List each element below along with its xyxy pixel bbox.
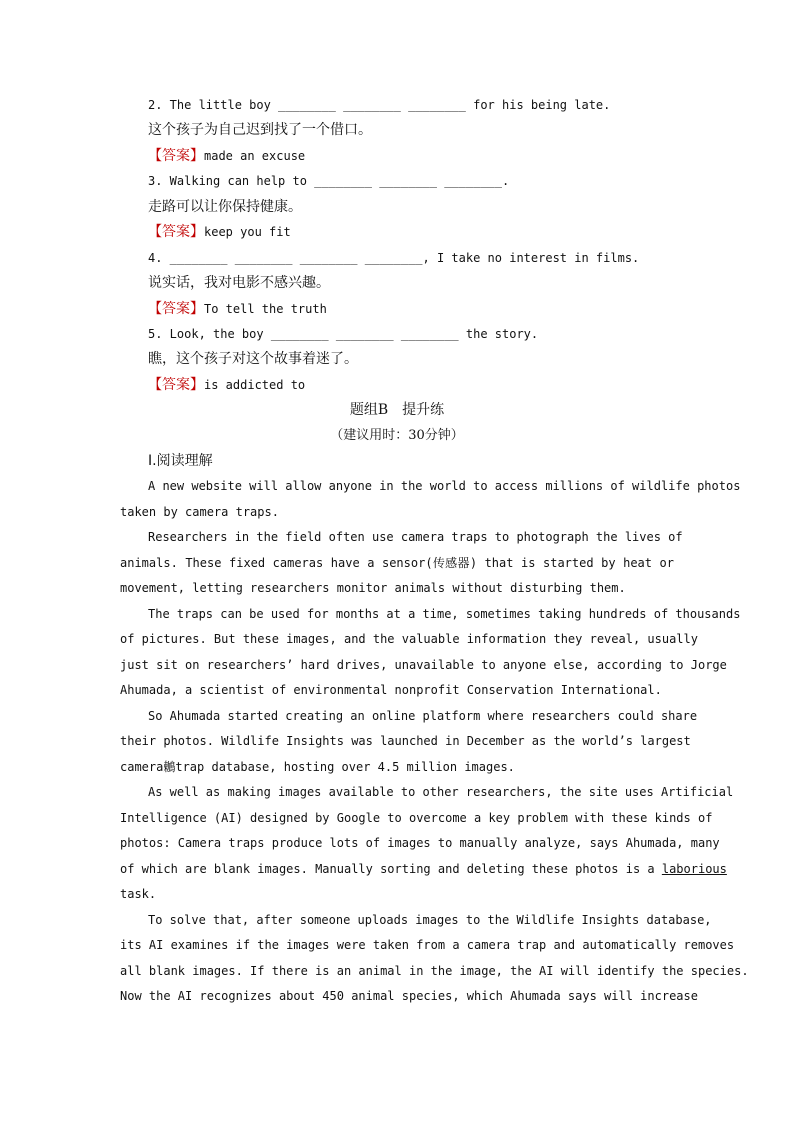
group-subtitle: （建议用时：30分钟） — [330, 428, 464, 443]
passage-line: camera鶒trap database, hosting over 4.5 million images. — [120, 759, 515, 774]
passage-line: Intelligence (AI) designed by Google to overcome a key problem with these kinds of — [120, 810, 713, 825]
answer-text: keep you fit — [204, 225, 291, 239]
group-title: 题组B 提升练 — [349, 402, 445, 418]
exercise-chinese: 说实话，我对电影不感兴趣。 — [148, 275, 330, 291]
exercise-question: 5. Look, the boy ________ ________ ________ the story. — [148, 327, 539, 341]
passage-line: its AI examines if the images were taken from a camera trap and automatically removes — [120, 938, 735, 952]
section-label: Ⅰ.阅读理解 — [148, 453, 213, 469]
passage-line: of pictures. But these images, and the valuable information they reveal, usually — [120, 632, 698, 646]
passage-text: of which are blank images. Manually sorting and deleting these photos is a — [120, 861, 662, 876]
answer-text: is addicted to — [204, 378, 306, 392]
exercise-question: 4. ________ ________ ________ ________, I take no interest in films. — [148, 251, 640, 265]
exercise-answer-line — [148, 300, 678, 318]
exercise-question: 3. Walking can help to ________ ________ ________. — [148, 174, 510, 188]
underlined-word: laborious — [661, 861, 727, 876]
passage-line: To solve that, after someone uploads images to the Wildlife Insights database, — [148, 912, 712, 927]
passage-line: photos: Camera traps produce lots of images to manually analyze, says Ahumada, many — [120, 836, 720, 850]
exercise-chinese: 走路可以让你保持健康。 — [148, 199, 302, 215]
passage — [120, 474, 749, 1010]
answer-tag: 【答案】 — [148, 224, 204, 240]
exercise-answer-line — [148, 147, 678, 165]
passage-line: The traps can be used for months at a time, sometimes taking hundreds of thousands — [148, 606, 741, 621]
passage-line: animals. These fixed cameras have a sensor(传感器) that is started by heat or — [120, 555, 674, 570]
answer-tag: 【答案】 — [148, 148, 204, 164]
passage-line: Ahumada, a scientist of environmental nonprofit Conservation International. — [120, 683, 662, 697]
exercise-question: 2. The little boy ________ ________ ________ for his being late. — [148, 98, 611, 112]
exercise-answer-line — [148, 223, 678, 241]
exercise-answer-line — [148, 376, 678, 394]
passage-line: movement, letting researchers monitor animals without disturbing them. — [120, 581, 626, 595]
answer-tag: 【答案】 — [148, 377, 204, 393]
passage-line: taken by camera traps. — [120, 504, 279, 519]
passage-line: Now the AI recognizes about 450 animal species, which Ahumada says will increase — [120, 989, 698, 1003]
answer-text: made an excuse — [204, 149, 306, 163]
passage-line: So Ahumada started creating an online platform where researchers could share — [148, 708, 698, 723]
answer-tag: 【答案】 — [148, 301, 204, 317]
passage-line-mixed — [120, 857, 727, 883]
answer-text: To tell the truth — [204, 302, 327, 316]
passage-line: all blank images. If there is an animal in the image, the AI will identify the species. — [120, 963, 749, 978]
exercise-chinese: 这个孩子为自己迟到找了一个借口。 — [148, 122, 372, 138]
passage-line: A new website will allow anyone in the world to access millions of wildlife photos — [148, 479, 741, 493]
passage-line: Researchers in the field often use camera traps to photograph the lives of — [148, 530, 683, 544]
passage-line: their photos. Wildlife Insights was launched in December as the world’s largest — [120, 734, 691, 748]
exercise-chinese: 瞧，这个孩子对这个故事着迷了。 — [148, 351, 358, 367]
passage-line: As well as making images available to other researchers, the site uses Artificial — [148, 785, 734, 799]
passage-line: just sit on researchers’ hard drives, unavailable to anyone else, according to Jorge — [120, 657, 727, 672]
passage-line: task. — [120, 887, 157, 901]
